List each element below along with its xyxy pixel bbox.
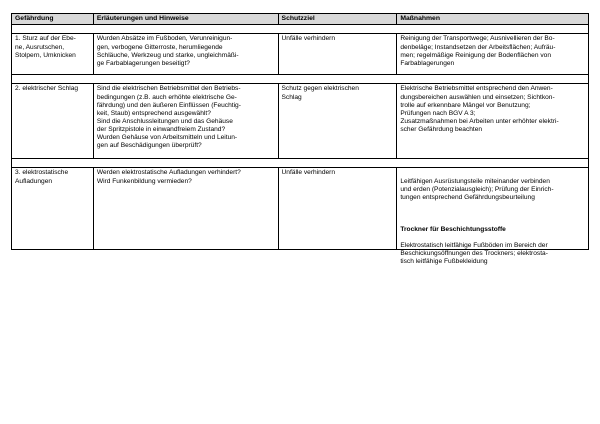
hazard-assessment-table <box>11 13 589 266</box>
row-gap <box>11 75 589 83</box>
row-3-goal: Unfälle verhindern <box>279 168 398 249</box>
row-3-notes: Werden elektrostatische Aufladungen verhindert? Wird Funkenbildung vermieden? <box>94 168 279 249</box>
row-2-measures: Elektrische Betriebsmittel entsprechend den Anwen- dungsbereichen auswählen und einsetzen; Sichtkon- trolle auf erkennbare Mängel vor Benutzung; Prüfungen nach BGV A 3; Zusatzmaßnahmen bei Arbeiten unter erhöhter elektri- scher Gefährdung beachten <box>397 84 589 158</box>
row-3-hazard: 3. elektrostatische Aufladungen <box>12 168 94 249</box>
row-gap <box>11 25 589 33</box>
row-1-hazard: 1. Sturz auf der Ebe- ne, Ausrutschen, Stolpern, Umknicken <box>12 34 94 74</box>
header-measures: Maßnahmen <box>397 14 589 24</box>
row-1-goal: Unfälle verhindern <box>279 34 398 74</box>
row-3-measures-heading: Trockner für Beschichtungsstoffe <box>400 226 506 234</box>
row-2-notes: Sind die elektrischen Betriebsmittel den Betriebs- bedingungen (z.B. auch erhöhte elektrische Ge- fährdung) und den äußeren Einflüssen (Feuchtig- keit, Staub) entsprechend ausgewählt? Sind die Anschlussleitungen und das Gehäuse der Spritzpistole in einwandfreiem Zustand? Wurden Gehäuse von Arbeitsmitteln und Leitun- gen auf Beschädigungen überprüft? <box>94 84 279 158</box>
row-1-notes: Wurden Absätze im Fußboden, Verunreinigun- gen, verbogene Gitterroste, herumliegende Schläuche, Werkzeug und starke, ungleichmäßi- ge Farbablagerungen beseitigt? <box>94 34 279 74</box>
row-3-measures-extra: Elektrostatisch leitfähige Fußböden im Bereich der Beschickungsöffnungen des Trockners; elektrosta- tisch leitfähige Fußbekleidung <box>400 242 548 266</box>
row-3-measures-spacer <box>400 210 586 218</box>
row-1-measures: Reinigung der Transportwege; Ausnivellieren der Bo- denbeläge; Instandsetzen der Arbeitsflächen; Aufräu- men; regelmäßige Reinigung der Bodenflächen von Farbablagerungen <box>397 34 589 74</box>
row-gap <box>11 159 589 167</box>
table-header-row <box>11 13 589 25</box>
table-row <box>11 33 589 75</box>
header-hazard: Gefährdung <box>12 14 94 24</box>
row-3-measures-cell <box>397 168 589 266</box>
table-row <box>11 83 589 159</box>
header-notes: Erläuterungen und Hinweise <box>94 14 279 24</box>
table-row <box>11 167 589 266</box>
header-goal: Schutzziel <box>279 14 398 24</box>
row-2-goal: Schutz gegen elektrischen Schlag <box>279 84 398 158</box>
row-2-hazard: 2. elektrischer Schlag <box>12 84 94 158</box>
row-3-measures: Leitfähigen Ausrüstungsteile miteinander verbinden und erden (Potenzialausgleich); Prüfung der Einrich- tungen entsprechend Gefährdungsbeurteilung <box>400 177 554 201</box>
